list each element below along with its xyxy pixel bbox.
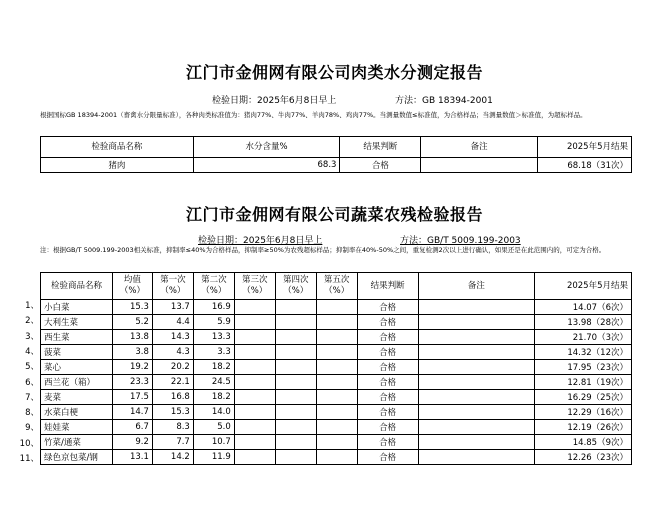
col-test1-header: 第一次（%）	[152, 273, 193, 300]
cell-test1: 22.1	[152, 375, 193, 390]
table-row	[41, 420, 632, 435]
meat-method-value: GB 18394-2001	[422, 96, 493, 106]
col-test2-header: 第二次（%）	[193, 273, 234, 300]
cell-result: 合格	[357, 435, 418, 450]
table-row	[41, 390, 632, 405]
cell-result: 合格	[357, 360, 418, 375]
cell-test4	[275, 420, 316, 435]
cell-name: 西生菜	[41, 330, 113, 345]
col-name-header: 检验商品名称	[41, 273, 113, 300]
row-index: 9、	[25, 423, 39, 434]
cell-test2: 18.2	[193, 390, 234, 405]
cell-test3	[234, 390, 275, 405]
cell-result: 合格	[340, 158, 421, 173]
cell-remark	[418, 435, 535, 450]
cell-remark	[418, 405, 535, 420]
cell-remark	[418, 315, 535, 330]
cell-result: 合格	[357, 390, 418, 405]
cell-avg: 17.5	[112, 390, 152, 405]
cell-test2: 14.0	[193, 405, 234, 420]
cell-test3	[234, 450, 275, 465]
cell-remark	[418, 300, 535, 315]
row-index: 2、	[25, 316, 39, 327]
cell-test2: 10.7	[193, 435, 234, 450]
table-row	[41, 435, 632, 450]
cell-test2: 16.9	[193, 300, 234, 315]
cell-test4	[275, 435, 316, 450]
col-result-header: 结果判断	[340, 137, 421, 158]
cell-name: 水菜白梗	[41, 405, 113, 420]
cell-prev: 12.81（19次）	[535, 375, 632, 390]
cell-prev: 12.19（26次）	[535, 420, 632, 435]
cell-test4	[275, 315, 316, 330]
cell-prev: 14.32（12次）	[535, 345, 632, 360]
cell-test5	[316, 420, 357, 435]
cell-test5	[316, 390, 357, 405]
cell-test4	[275, 390, 316, 405]
meat-method-label: 方法：	[395, 96, 423, 106]
cell-remark	[418, 330, 535, 345]
veg-standard-note: 注：根据GB/T 5009.199-2003相关标准，抑制率≤40%为合格样品，抑制率≥50%为农残超标样品；抑制率在40%-50%之间，重复检测2次以上进行确认，如果还是在此范围内的，可定为合格。	[40, 246, 606, 254]
table-row	[41, 405, 632, 420]
cell-test2: 5.0	[193, 420, 234, 435]
row-index: 4、	[25, 346, 39, 357]
col-remark-header: 备注	[418, 273, 535, 300]
row-index: 1、	[25, 301, 39, 311]
cell-avg: 6.7	[112, 420, 152, 435]
cell-test5	[316, 315, 357, 330]
cell-prev: 68.18（31次）	[538, 158, 632, 173]
cell-test5	[316, 450, 357, 465]
cell-remark	[418, 450, 535, 465]
cell-test1: 4.3	[152, 345, 193, 360]
cell-test1: 7.7	[152, 435, 193, 450]
cell-avg: 13.1	[112, 450, 152, 465]
meat-date	[212, 93, 336, 106]
cell-test1: 14.3	[152, 330, 193, 345]
cell-prev: 14.07（6次）	[535, 300, 632, 315]
table-row	[41, 315, 632, 330]
table-row	[41, 158, 632, 173]
cell-avg: 15.3	[112, 300, 152, 315]
col-test4-header: 第四次（%）	[275, 273, 316, 300]
cell-test3	[234, 315, 275, 330]
cell-test3	[234, 345, 275, 360]
cell-test4	[275, 300, 316, 315]
cell-prev: 17.95（23次）	[535, 360, 632, 375]
meat-method	[395, 93, 493, 106]
col-test3-header: 第三次（%）	[234, 273, 275, 300]
cell-result: 合格	[357, 330, 418, 345]
cell-avg: 13.8	[112, 330, 152, 345]
cell-avg: 3.8	[112, 345, 152, 360]
cell-name: 菠菜	[41, 345, 113, 360]
cell-name: 菜心	[41, 360, 113, 375]
cell-name: 西兰花（箱）	[41, 375, 113, 390]
cell-remark	[418, 375, 535, 390]
cell-test4	[275, 450, 316, 465]
cell-test2: 11.9	[193, 450, 234, 465]
cell-avg: 19.2	[112, 360, 152, 375]
col-prev-header: 2025年5月结果	[535, 273, 632, 300]
cell-test3	[234, 405, 275, 420]
meat-date-value: 2025年6月8日早上	[257, 96, 337, 106]
table-row	[41, 345, 632, 360]
table-row	[41, 300, 632, 315]
table-row	[41, 330, 632, 345]
cell-test5	[316, 330, 357, 345]
cell-prev: 12.26（23次）	[535, 450, 632, 465]
cell-prev: 14.85（9次）	[535, 435, 632, 450]
cell-remark	[418, 390, 535, 405]
cell-test1: 15.3	[152, 405, 193, 420]
cell-prev: 12.29（16次）	[535, 405, 632, 420]
meat-table	[40, 136, 632, 173]
cell-name: 麦菜	[41, 390, 113, 405]
cell-test5	[316, 405, 357, 420]
cell-moisture: 68.3	[193, 158, 340, 173]
cell-result: 合格	[357, 315, 418, 330]
cell-result: 合格	[357, 345, 418, 360]
table-row	[41, 375, 632, 390]
row-index: 8、	[25, 408, 39, 419]
veg-method-value: GB/T 5009.199-2003	[427, 236, 521, 246]
cell-test5	[316, 360, 357, 375]
cell-remark	[418, 345, 535, 360]
cell-result: 合格	[357, 405, 418, 420]
cell-test4	[275, 360, 316, 375]
cell-result: 合格	[357, 420, 418, 435]
cell-avg: 23.3	[112, 375, 152, 390]
cell-test3	[234, 330, 275, 345]
cell-test2: 24.5	[193, 375, 234, 390]
cell-test2: 13.3	[193, 330, 234, 345]
cell-test1: 20.2	[152, 360, 193, 375]
cell-prev: 16.29（25次）	[535, 390, 632, 405]
cell-test5	[316, 345, 357, 360]
cell-avg: 14.7	[112, 405, 152, 420]
cell-remark	[418, 360, 535, 375]
veg-report-title: 江门市金佣网有限公司蔬菜农残检验报告	[185, 205, 483, 224]
cell-test4	[275, 375, 316, 390]
cell-test3	[234, 360, 275, 375]
cell-test1: 8.3	[152, 420, 193, 435]
cell-test3	[234, 420, 275, 435]
cell-test1: 14.2	[152, 450, 193, 465]
cell-test3	[234, 435, 275, 450]
cell-test3	[234, 300, 275, 315]
cell-test2: 3.3	[193, 345, 234, 360]
cell-prev: 21.70（3次）	[535, 330, 632, 345]
meat-report-title: 江门市金佣网有限公司肉类水分测定报告	[185, 63, 483, 82]
cell-test5	[316, 435, 357, 450]
cell-result: 合格	[357, 375, 418, 390]
row-index: 6、	[25, 377, 39, 388]
cell-name: 竹菜/通菜	[41, 435, 113, 450]
table-row	[41, 360, 632, 375]
cell-result: 合格	[357, 450, 418, 465]
col-test5-header: 第五次（%）	[316, 273, 357, 300]
cell-prev: 13.98（28次）	[535, 315, 632, 330]
col-name-header: 检验商品名称	[41, 137, 194, 158]
col-remark-header: 备注	[421, 137, 538, 158]
cell-test1: 13.7	[152, 300, 193, 315]
cell-avg: 5.2	[112, 315, 152, 330]
cell-test4	[275, 345, 316, 360]
row-index: 10、	[19, 438, 39, 449]
cell-test1: 4.4	[152, 315, 193, 330]
cell-test3	[234, 375, 275, 390]
cell-test4	[275, 405, 316, 420]
meat-standard-note: 根据国标GB 18394-2001（畜禽水分限量标准），各种肉类标准值为：猪肉77%、牛肉77%、羊肉78%、鸡肉77%。当测量数值≤标准值，为合格样品；当测量数值＞标准值，为超标样品。	[40, 111, 587, 119]
cell-remark	[421, 158, 538, 173]
col-result-header: 结果判断	[357, 273, 418, 300]
cell-name: 大利生菜	[41, 315, 113, 330]
col-avg-header: 均值（%）	[112, 273, 152, 300]
cell-test2: 18.2	[193, 360, 234, 375]
cell-test5	[316, 300, 357, 315]
cell-name: 娃娃菜	[41, 420, 113, 435]
veg-method-label: 方法：	[400, 236, 428, 246]
cell-test4	[275, 330, 316, 345]
cell-test1: 16.8	[152, 390, 193, 405]
col-moisture-header: 水分含量%	[193, 137, 340, 158]
table-row	[41, 450, 632, 465]
row-index: 7、	[25, 392, 39, 403]
row-index: 5、	[25, 362, 39, 373]
cell-result: 合格	[357, 300, 418, 315]
veg-table-header	[41, 273, 632, 300]
col-prev-header: 2025年5月结果	[538, 137, 632, 158]
cell-name: 猪肉	[41, 158, 194, 173]
meat-date-label: 检验日期：	[212, 96, 258, 106]
veg-table	[40, 272, 632, 465]
cell-remark	[418, 420, 535, 435]
cell-avg: 9.2	[112, 435, 152, 450]
row-index: 11、	[19, 454, 39, 464]
meat-table-header	[41, 137, 632, 158]
cell-name: 绿色京包菜/钢	[41, 450, 113, 465]
cell-name: 小白菜	[41, 300, 113, 315]
veg-date-value: 2025年6月8日早上	[243, 236, 323, 246]
row-index: 3、	[25, 331, 39, 342]
cell-test2: 5.9	[193, 315, 234, 330]
veg-date-label: 检验日期：	[198, 236, 244, 246]
cell-test5	[316, 375, 357, 390]
